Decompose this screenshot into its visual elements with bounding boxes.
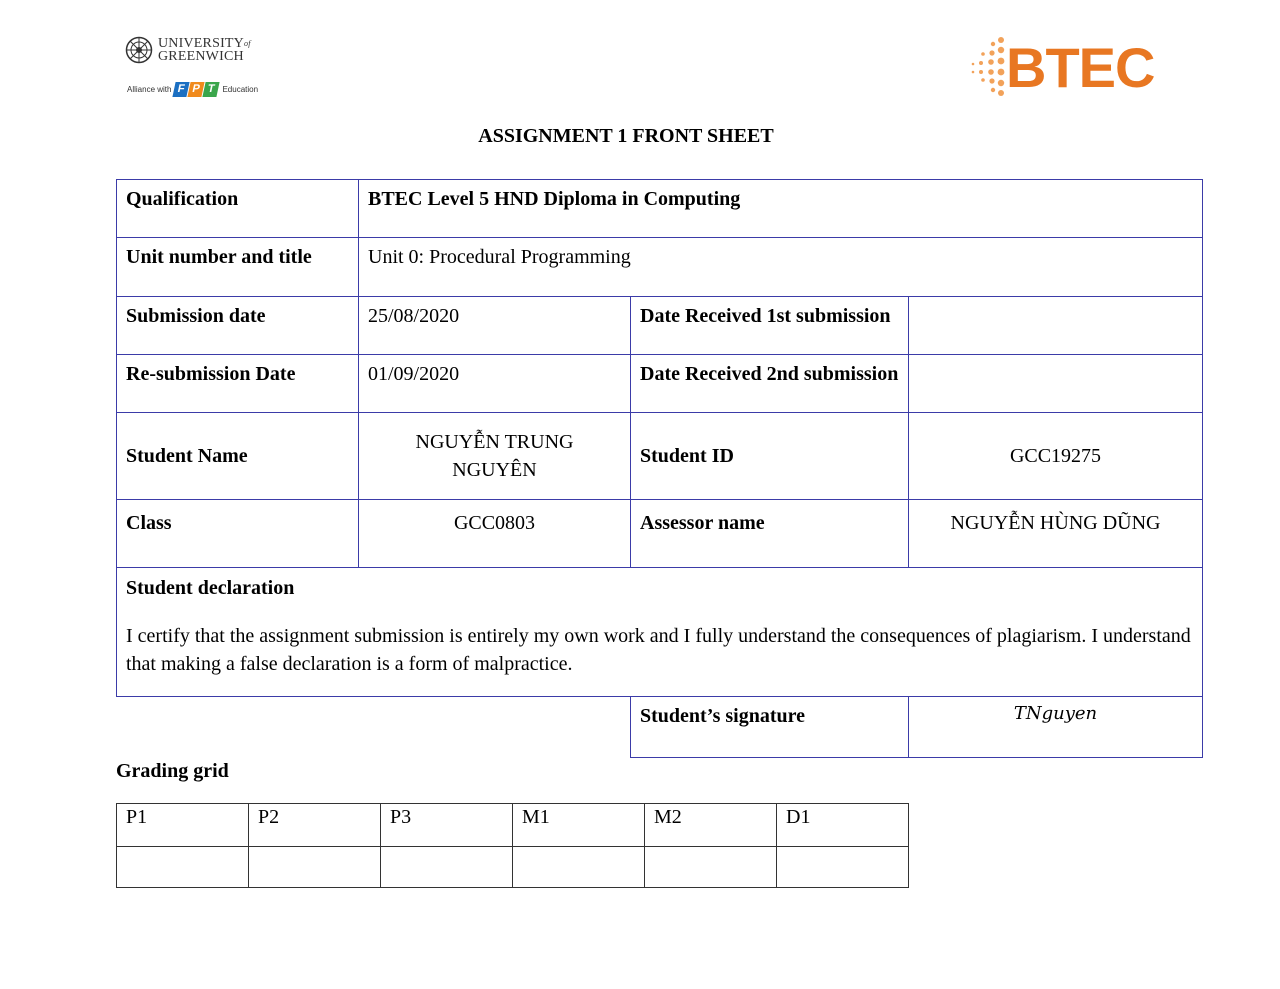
student-id-value: GCC19275 [909, 413, 1203, 500]
grading-header-row [117, 804, 909, 847]
student-name-line1: NGUYỄN TRUNG [415, 431, 574, 453]
fpt-letter-f: F [173, 82, 190, 97]
grade-value-p2 [249, 847, 381, 888]
grade-header-m2: M2 [645, 804, 777, 847]
page-title: ASSIGNMENT 1 FRONT SHEET [478, 125, 774, 147]
resubmission-date-label: Re-submission Date [117, 355, 359, 413]
student-name-row [117, 413, 1203, 500]
declaration-cell [117, 568, 1203, 697]
university-line2: GREENWICH [158, 49, 244, 64]
grade-header-m1: M1 [513, 804, 645, 847]
grade-value-m2 [645, 847, 777, 888]
student-name-label: Student Name [117, 413, 359, 500]
qualification-label: Qualification [117, 180, 359, 238]
fpt-logo [174, 82, 219, 97]
date-received-2-label: Date Received 2nd submission [631, 355, 909, 413]
declaration-title: Student declaration [126, 577, 295, 599]
grading-grid-title: Grading grid [116, 760, 229, 782]
signature-row [117, 697, 1203, 758]
grade-header-p1: P1 [117, 804, 249, 847]
btec-dots-icon [968, 34, 1008, 100]
alliance-suffix: Education [222, 85, 259, 94]
grade-header-p3: P3 [381, 804, 513, 847]
grade-value-p3 [381, 847, 513, 888]
signature-label: Student’s signature [631, 697, 909, 758]
grading-value-row [117, 847, 909, 888]
grade-value-d1 [777, 847, 909, 888]
fpt-letter-p: P [188, 82, 205, 97]
unit-label: Unit number and title [117, 238, 359, 297]
fpt-alliance [127, 82, 258, 97]
university-crest-icon [125, 36, 153, 64]
alliance-prefix: Alliance with [127, 85, 172, 94]
university-of-greenwich-logo [125, 36, 265, 100]
btec-wordmark: BTEC [1006, 36, 1155, 99]
grade-value-p1 [117, 847, 249, 888]
class-value: GCC0803 [359, 500, 631, 568]
fpt-letter-t: T [203, 82, 220, 97]
submission-date-label: Submission date [117, 297, 359, 355]
date-received-2-value [909, 355, 1203, 413]
grade-value-m1 [513, 847, 645, 888]
grade-header-d1: D1 [777, 804, 909, 847]
qualification-value: BTEC Level 5 HND Diploma in Computing [359, 180, 1203, 238]
declaration-text: I certify that the assignment submission is entirely my own work and I fully understand the consequences of plagiarism. I understand that making a false declaration is a form of malpractice. [126, 625, 1191, 675]
grading-grid-table [116, 803, 909, 888]
student-id-label: Student ID [631, 413, 909, 500]
university-line1: UNIVERSITY [158, 36, 244, 51]
unit-row [117, 238, 1203, 297]
resubmission-row [117, 355, 1203, 413]
university-of: of [244, 39, 251, 48]
declaration-row [117, 568, 1203, 697]
btec-logo [968, 34, 1168, 100]
signature-spacer [117, 697, 631, 758]
student-name-line2: NGUYÊN [452, 459, 537, 481]
class-label: Class [117, 500, 359, 568]
assessor-value: NGUYỄN HÙNG DŨNG [909, 500, 1203, 568]
grade-header-p2: P2 [249, 804, 381, 847]
date-received-1-value [909, 297, 1203, 355]
unit-value: Unit 0: Procedural Programming [359, 238, 1203, 297]
date-received-1-label: Date Received 1st submission [631, 297, 909, 355]
class-row [117, 500, 1203, 568]
submission-row [117, 297, 1203, 355]
resubmission-date-value: 01/09/2020 [359, 355, 631, 413]
submission-date-value: 25/08/2020 [359, 297, 631, 355]
student-signature: TNguyen [909, 697, 1203, 758]
qualification-row [117, 180, 1203, 238]
assessor-label: Assessor name [631, 500, 909, 568]
student-name-value [359, 413, 631, 500]
front-sheet-table [116, 179, 1203, 758]
